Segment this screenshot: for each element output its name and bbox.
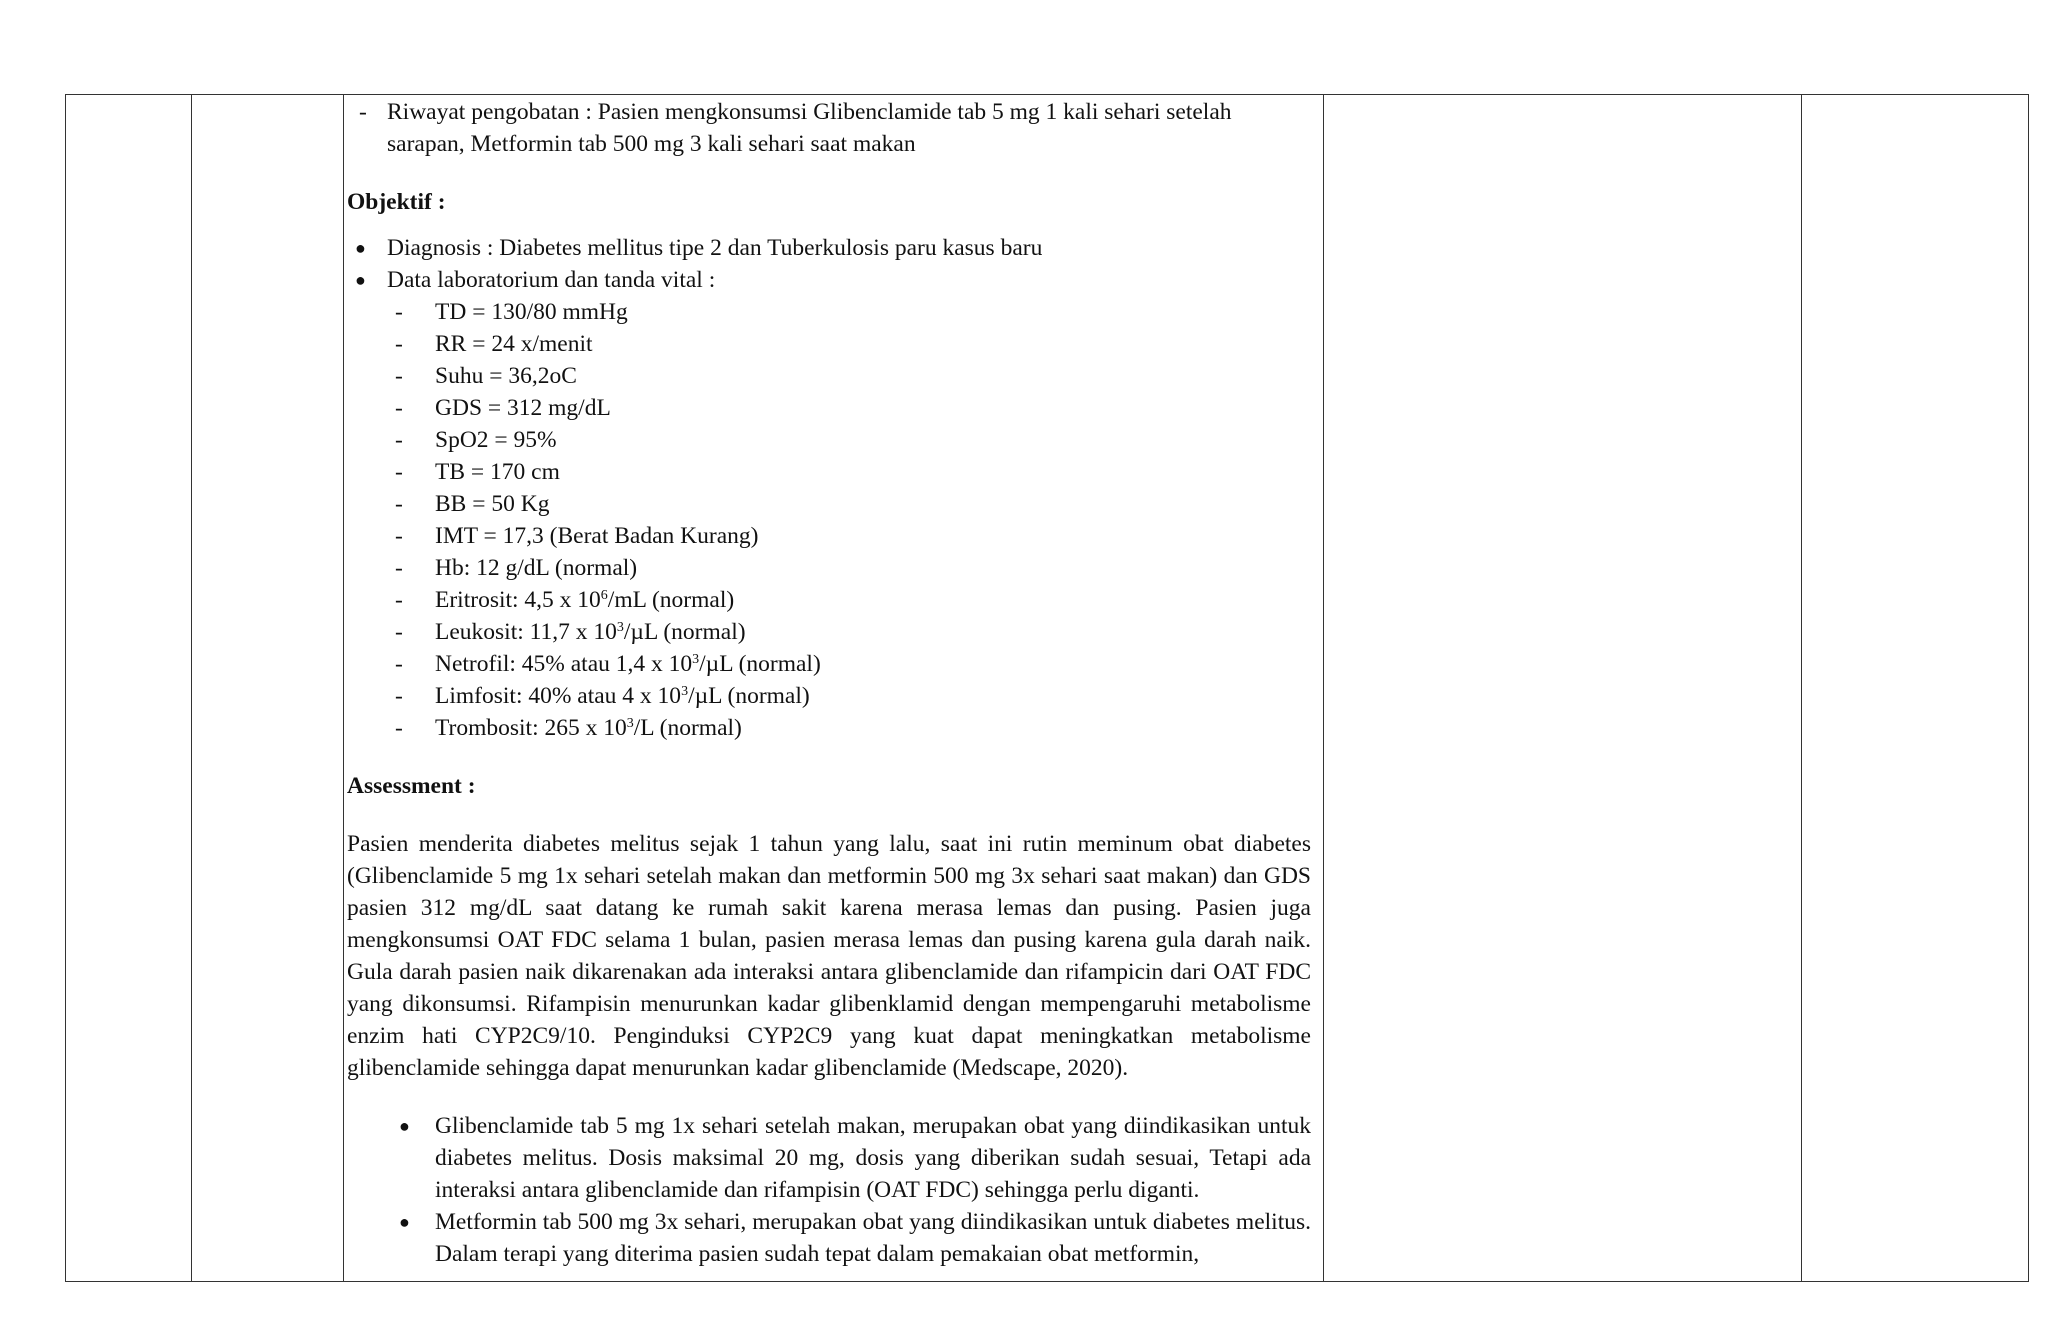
soap-content-cell bbox=[344, 95, 1324, 1282]
dash-marker: - bbox=[395, 619, 403, 645]
column-4-cell bbox=[1324, 95, 1802, 1282]
assessment-bullet-item bbox=[347, 1110, 1311, 1206]
column-2-cell bbox=[192, 95, 344, 1282]
lab-item-text: Limfosit: 40% atau 4 x $10^3/\mu L$ (normal) bbox=[435, 683, 810, 709]
assessment-heading: Assessment : bbox=[347, 773, 476, 799]
lab-item-text: Suhu = 36,2oC bbox=[435, 363, 577, 389]
lab-item-netrofil bbox=[347, 648, 1311, 680]
dash-marker: - bbox=[395, 331, 403, 357]
bullet-marker: ● bbox=[399, 1212, 410, 1232]
lab-item bbox=[347, 424, 1311, 456]
lab-item-text: BB = 50 Kg bbox=[435, 491, 550, 517]
lab-item-limfosit bbox=[347, 680, 1311, 712]
lab-item bbox=[347, 488, 1311, 520]
lab-title-item bbox=[347, 264, 1311, 296]
dash-marker: - bbox=[395, 427, 403, 453]
assessment-bullet-text: Metformin tab 500 mg 3x sehari, merupakan obat yang diindikasikan untuk diabetes melitus. Dalam terapi yang diterima pasien sudah tepat dalam pemakaian obat metformin, bbox=[435, 1209, 1311, 1267]
diagnosis-text: Diagnosis : Diabetes mellitus tipe 2 dan Tuberkulosis paru kasus baru bbox=[387, 235, 1043, 261]
lab-item bbox=[347, 296, 1311, 328]
lab-item bbox=[347, 456, 1311, 488]
lab-item-text: IMT = 17,3 (Berat Badan Kurang) bbox=[435, 523, 759, 549]
lab-item-text: GDS = 312 mg/dL bbox=[435, 395, 611, 421]
lab-item-text: Trombosit: 265 x $10^3/L$ (normal) bbox=[435, 715, 742, 741]
lab-item bbox=[347, 328, 1311, 360]
dash-marker: - bbox=[395, 491, 403, 517]
lab-item bbox=[347, 552, 1311, 584]
lab-item-text: TB = 170 cm bbox=[435, 459, 560, 485]
lab-item-text: Hb: 12 g/dL (normal) bbox=[435, 555, 638, 581]
bullet-marker: ● bbox=[355, 238, 366, 258]
lab-item-text: RR = 24 x/menit bbox=[435, 331, 593, 357]
diagnosis-item bbox=[347, 232, 1311, 264]
assessment-bullet-text: Glibenclamide tab 5 mg 1x sehari setelah makan, merupakan obat yang diindikasikan untuk diabetes melitus. Dosis maksimal 20 mg, dosis yang diberikan sudah sesuai, Tetapi ada interaksi antara glibenclamide dan rifampisin (OAT FDC) sehingga perlu diganti. bbox=[435, 1113, 1311, 1203]
dash-marker: - bbox=[359, 99, 367, 125]
lab-item bbox=[347, 392, 1311, 424]
lab-item-text: Netrofil: 45% atau 1,4 x $10^3/\mu L$ (normal) bbox=[435, 651, 821, 677]
lab-item-trombosit bbox=[347, 712, 1311, 744]
dash-marker: - bbox=[395, 363, 403, 389]
lab-item-text: SpO2 = 95% bbox=[435, 427, 557, 453]
lab-item-leukosit bbox=[347, 616, 1311, 648]
dash-marker: - bbox=[395, 459, 403, 485]
objektif-heading: Objektif : bbox=[347, 189, 446, 215]
bullet-marker: ● bbox=[399, 1116, 410, 1136]
riwayat-text: Riwayat pengobatan : Pasien mengkonsumsi Glibenclamide tab 5 mg 1 kali sehari setelah sarapan, Metformin tab 500 mg 3 kali sehari saat makan bbox=[387, 99, 1232, 157]
column-1-cell bbox=[66, 95, 192, 1282]
dash-marker: - bbox=[395, 587, 403, 613]
dash-marker: - bbox=[395, 651, 403, 677]
lab-title-text: Data laboratorium dan tanda vital : bbox=[387, 267, 716, 293]
lab-item-eritrosit bbox=[347, 584, 1311, 616]
lab-item-text: TD = 130/80 mmHg bbox=[435, 299, 628, 325]
soap-table bbox=[65, 94, 2029, 1282]
lab-item-text: Leukosit: 11,7 x $10^3/\mu L$ (normal) bbox=[435, 619, 746, 645]
dash-marker: - bbox=[395, 683, 403, 709]
assessment-paragraph: Pasien menderita diabetes melitus sejak 1 tahun yang lalu, saat ini rutin meminum obat diabetes (Glibenclamide 5 mg 1x sehari setelah makan dan metformin 500 mg 3x sehari saat makan) dan GDS pasien 312 mg/dL saat datang ke rumah sakit karena merasa lemas dan pusing. Pasien juga mengkonsumsi OAT FDC selama 1 bulan, pasien merasa lemas dan pusing karena gula darah naik. Gula darah pasien naik dikarenakan ada interaksi antara glibenclamide dan rifampicin dari OAT FDC yang dikonsumsi. Rifampisin menurunkan kadar glibenklamid dengan mempengaruhi metabolisme enzim hati CYP2C9/10. Penginduksi CYP2C9 yang kuat dapat meningkatkan metabolisme glibenclamide sehingga dapat menurunkan kadar glibenclamide (Medscape, 2020). bbox=[347, 831, 1311, 1081]
dash-marker: - bbox=[395, 299, 403, 325]
bullet-marker: ● bbox=[355, 270, 366, 290]
lab-item bbox=[347, 520, 1311, 552]
dash-marker: - bbox=[395, 523, 403, 549]
riwayat-item bbox=[347, 96, 1311, 160]
assessment-bullet-item bbox=[347, 1206, 1311, 1270]
dash-marker: - bbox=[395, 555, 403, 581]
lab-item-text: Eritrosit: 4,5 x $10^6/mL$ (normal) bbox=[435, 587, 735, 613]
dash-marker: - bbox=[395, 715, 403, 741]
lab-item bbox=[347, 360, 1311, 392]
column-5-cell bbox=[1802, 95, 2029, 1282]
dash-marker: - bbox=[395, 395, 403, 421]
